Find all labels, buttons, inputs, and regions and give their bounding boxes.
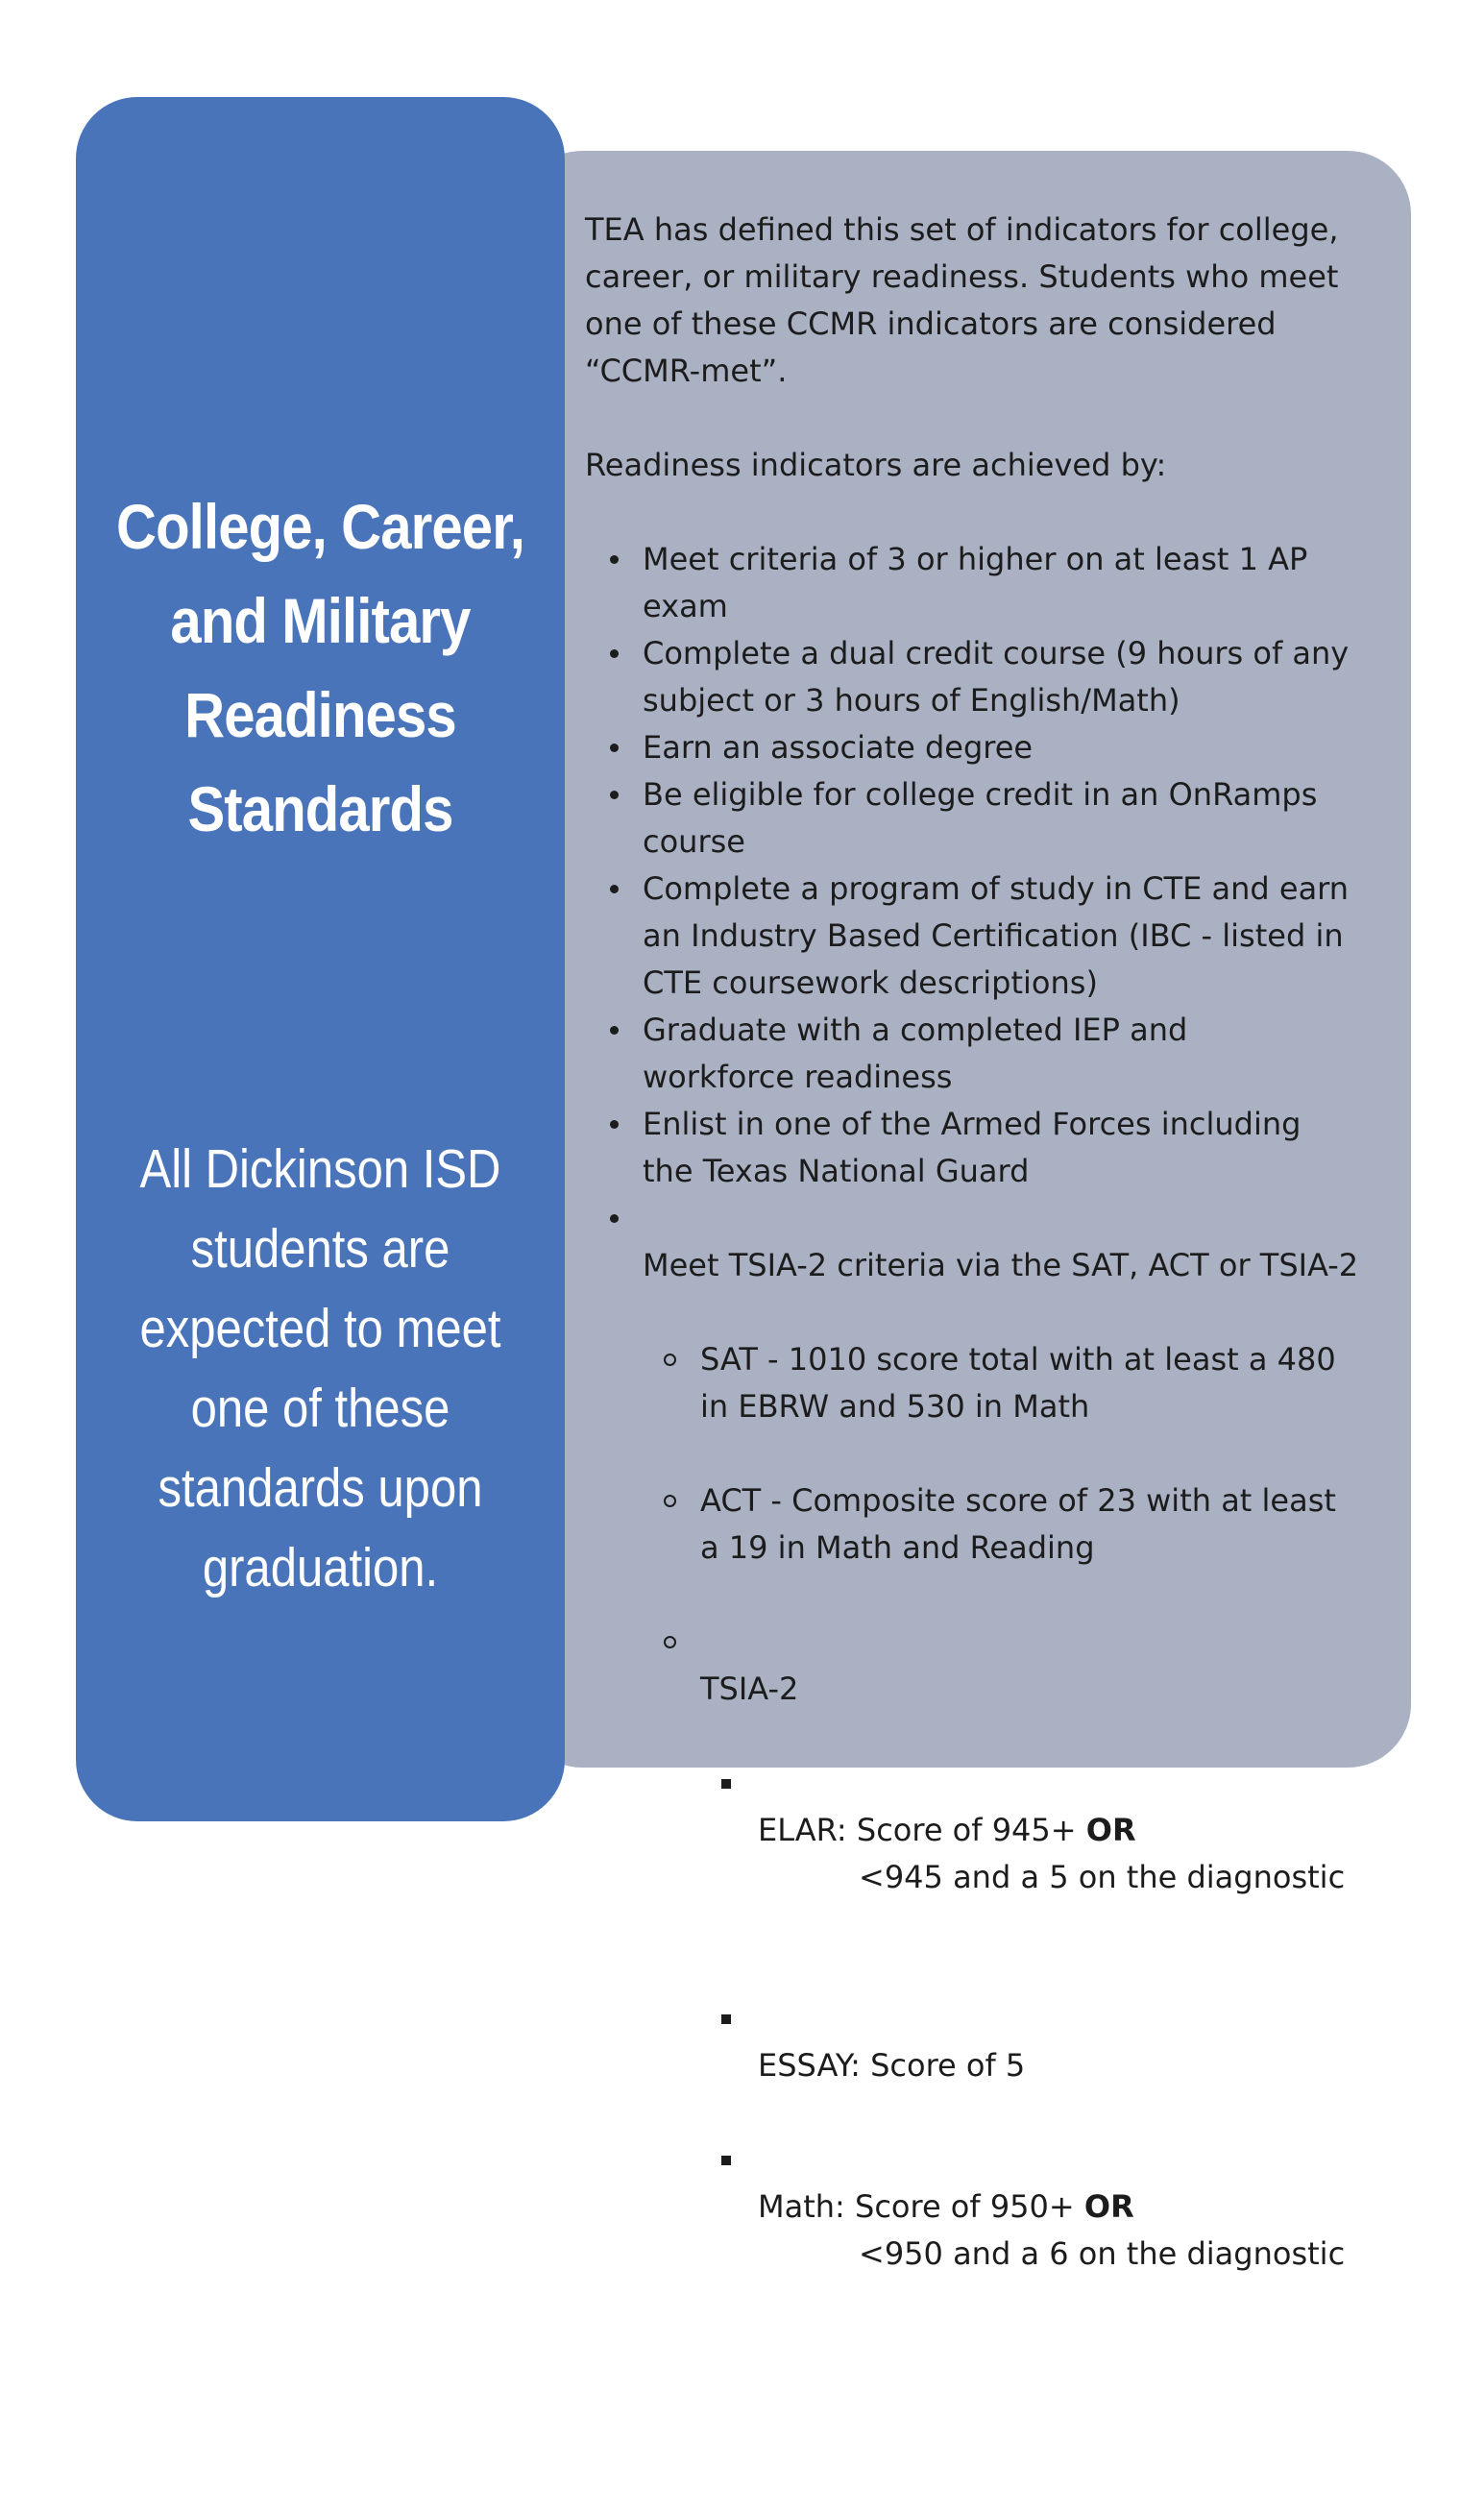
intro-paragraph: TEA has defined this set of indicators for college, career, or military readiness. Students who meet one of these CCMR indicators are considered “CCMR-met”.	[585, 211, 1339, 389]
sub-list-item	[643, 1336, 1401, 1430]
statement-line: All Dickinson ISD	[139, 1138, 501, 1200]
criteria-item	[700, 2136, 1401, 2325]
statement-line: graduation.	[202, 1537, 439, 1598]
indicators-lead: Readiness indicators are achieved by:	[585, 447, 1167, 483]
tsia-option-list	[643, 1289, 1401, 2466]
sub-list-item-text: ACT - Composite score of 23 with at least a 19 in Math and Reading	[700, 1482, 1336, 1566]
page-title	[106, 479, 536, 856]
statement-line: students are	[190, 1218, 450, 1280]
list-item-text: Earn an associate degree	[643, 729, 1034, 766]
list-item-text: Meet criteria of 3 or higher on at least 1 AP exam	[643, 541, 1308, 624]
statement-line: one of these	[190, 1378, 450, 1439]
or-label: OR	[1085, 1812, 1136, 1848]
spacer	[585, 489, 1401, 536]
elar-alternative: <945 and a 5 on the diagnostic	[859, 1859, 1346, 1895]
spacer	[585, 395, 1401, 442]
list-item	[585, 630, 1401, 724]
list-item	[585, 724, 1401, 771]
sub-list-item-text: SAT - 1010 score total with at least a 480 in EBRW and 530 in Math	[700, 1341, 1336, 1425]
criteria-item-text	[758, 1812, 1136, 1848]
criteria-item	[700, 1995, 1401, 2089]
or-label: OR	[1083, 2188, 1134, 2225]
title-line: and Military	[170, 585, 471, 656]
list-item-text: Enlist in one of the Armed Forces including the Texas National Guard	[643, 1106, 1302, 1189]
criteria-item	[700, 1760, 1401, 1948]
list-item	[585, 1101, 1401, 1195]
list-item	[585, 771, 1401, 866]
list-item-text: Complete a program of study in CTE and earn an Industry Based Certification (IBC - listed in CTE coursework descriptions)	[643, 870, 1350, 1001]
criteria-item-text	[758, 2188, 1134, 2225]
list-item	[585, 536, 1401, 630]
expectation-statement	[110, 1130, 531, 1608]
statement-line: standards upon	[158, 1457, 483, 1519]
left-title-panel	[76, 97, 565, 1821]
indicators-panel	[519, 151, 1411, 2272]
title-line: Readiness	[184, 679, 456, 750]
elar-criteria: ELAR: Score of 945+	[758, 1812, 1086, 1848]
list-item	[585, 1007, 1401, 1101]
title-line: College, Career,	[116, 491, 524, 562]
list-item	[585, 1195, 1401, 2513]
indicators-content	[585, 207, 1401, 2513]
list-item-text: Complete a dual credit course (9 hours of any subject or 3 hours of English/Math)	[643, 635, 1350, 719]
title-line: Standards	[187, 773, 453, 844]
list-item-text: Graduate with a completed IEP and workforce readiness	[643, 1012, 1188, 1095]
essay-criteria: ESSAY: Score of 5	[758, 2047, 1026, 2084]
statement-line: expected to meet	[139, 1298, 501, 1359]
list-item	[585, 866, 1401, 1007]
list-item-text: Be eligible for college credit in an OnRamps course	[643, 776, 1318, 860]
list-item-text: Meet TSIA-2 criteria via the SAT, ACT or TSIA-2	[643, 1247, 1359, 1283]
sub-list-item-text: TSIA-2	[700, 1671, 799, 1707]
indicator-list	[585, 536, 1401, 2513]
tsia2-criteria-list	[700, 1713, 1401, 2372]
sub-list-item	[643, 1619, 1401, 2419]
math-alternative: <950 and a 6 on the diagnostic	[859, 2235, 1346, 2272]
sub-list-item	[643, 1477, 1401, 1572]
math-criteria: Math: Score of 950+	[758, 2188, 1084, 2225]
